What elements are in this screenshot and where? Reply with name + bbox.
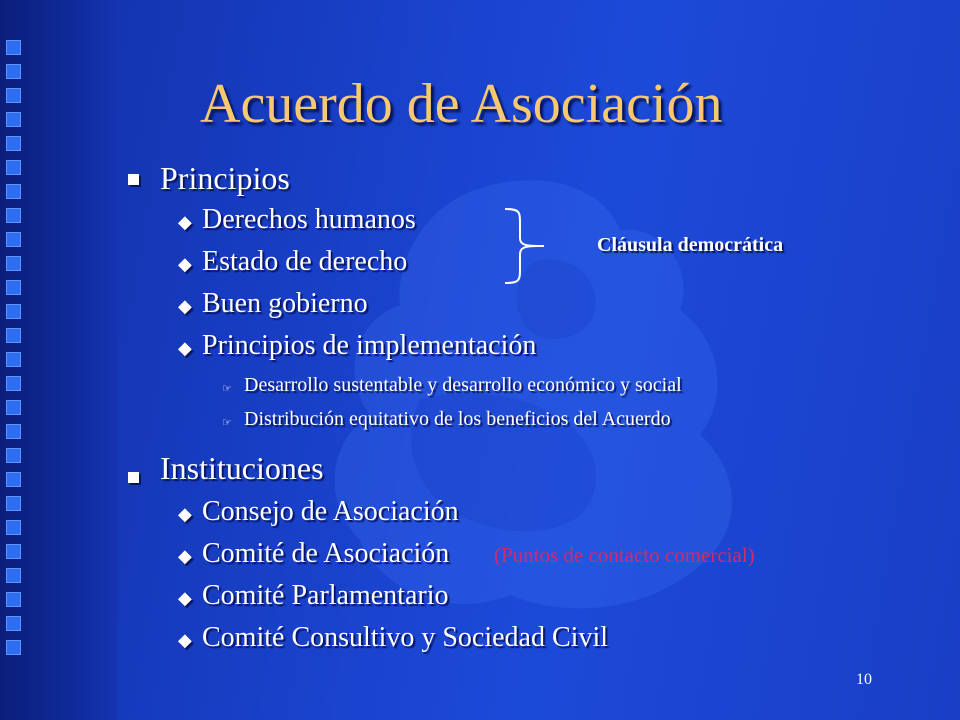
item-consejo-asociacion: Consejo de Asociación [202,496,459,527]
decorative-squares [6,40,30,680]
decorative-square [6,112,21,127]
decorative-square [6,64,21,79]
pointing-hand-icon: ☞ [222,417,232,429]
decorative-square [6,208,21,223]
decorative-square [6,304,21,319]
diamond-bullet-icon: ◆ [178,212,192,232]
decorative-square [6,424,21,439]
slide-number: 10 [856,671,872,688]
item-comite-parlamentario: Comité Parlamentario [202,580,449,611]
item-principios-implementacion: Principios de implementación [202,330,537,361]
diamond-bullet-icon: ◆ [178,338,192,358]
decorative-square [6,88,21,103]
decorative-square [6,568,21,583]
decorative-square [6,256,21,271]
decorative-square [6,448,21,463]
decorative-square [6,520,21,535]
decorative-square [6,640,21,655]
decorative-square [6,184,21,199]
subitem-distribucion-equitativo: Distribución equitativo de los beneficios del Acuerdo [244,408,671,430]
diamond-bullet-icon: ◆ [178,630,192,650]
decorative-square [6,544,21,559]
comite-asociacion-note: (Puntos de contacto comercial) [494,543,755,567]
item-derechos-humanos: Derechos humanos [202,204,416,235]
diamond-bullet-icon: ◆ [178,546,192,566]
item-comite-asociacion: Comité de Asociación [202,538,450,569]
decorative-square [6,592,21,607]
pointing-hand-icon: ☞ [222,383,232,395]
section-principios: Principios [160,160,290,196]
decorative-square [6,376,21,391]
decorative-square [6,472,21,487]
diamond-bullet-icon: ◆ [178,504,192,524]
decorative-square [6,160,21,175]
item-estado-de-derecho: Estado de derecho [202,246,408,277]
left-decorative-band [0,0,118,720]
decorative-square [6,136,21,151]
item-buen-gobierno: Buen gobierno [202,288,368,319]
diamond-bullet-icon: ◆ [178,588,192,608]
decorative-square [6,232,21,247]
decorative-square [6,280,21,295]
decorative-square [6,328,21,343]
diamond-bullet-icon: ◆ [178,254,192,274]
clausula-democratica-label: Cláusula democrática [597,234,784,256]
item-comite-consultivo: Comité Consultivo y Sociedad Civil [202,622,608,653]
curly-brace-icon [500,206,560,286]
decorative-square [6,40,21,55]
square-bullet-icon [128,472,139,483]
decorative-square [6,496,21,511]
square-bullet-icon [128,174,139,185]
decorative-square [6,352,21,367]
subitem-desarrollo-sustentable: Desarrollo sustentable y desarrollo económico y social [244,374,682,396]
section-instituciones: Instituciones [160,450,324,486]
slide-title: Acuerdo de Asociación [200,73,723,135]
decorative-square [6,616,21,631]
decorative-square [6,400,21,415]
diamond-bullet-icon: ◆ [178,296,192,316]
